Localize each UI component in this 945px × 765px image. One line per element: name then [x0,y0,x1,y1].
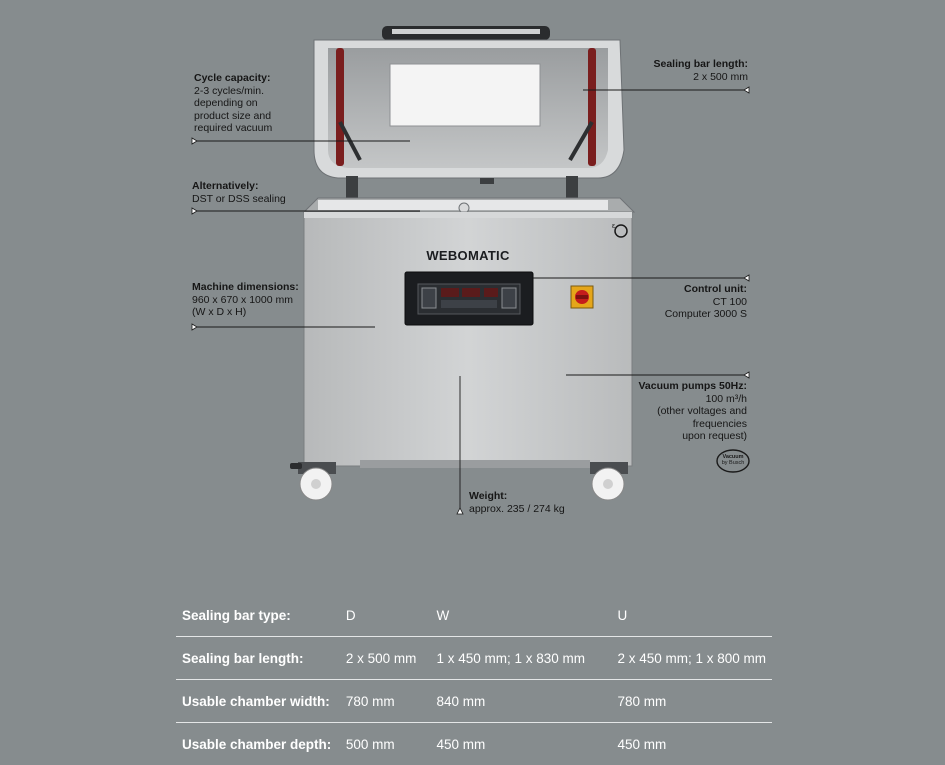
cell-u: 450 mm [611,723,772,765]
annotation-alternatively: Alternatively: DST or DSS sealing [192,180,286,205]
cell-u: U [611,594,772,637]
row-label: Sealing bar length: [176,637,340,680]
main-switch [571,286,593,308]
table-row [176,680,772,723]
cell-d: 2 x 500 mm [340,637,431,680]
row-label: Usable chamber width: [176,680,340,723]
svg-text:ε: ε [612,223,615,230]
table-row [176,594,772,637]
cell-d: 500 mm [340,723,431,765]
gasket-left [336,48,344,166]
annotation-cycle-capacity: Cycle capacity: 2-3 cycles/min. depending on product size and required vacuum [194,72,272,135]
cell-w: 840 mm [430,680,611,723]
brand-logo: WEBOMATIC [404,248,532,263]
caster-left [290,462,336,500]
gasket-right [588,48,596,166]
lid-window [390,64,540,126]
annotation-machine-dimensions: Machine dimensions: 960 x 670 x 1000 mm (W x D x H) [192,281,299,319]
table-row [176,637,772,680]
lid [314,40,624,178]
control-panel [405,272,533,325]
cell-w: W [430,594,611,637]
busch-badge-text: Vacuum by Busch [716,454,750,466]
cell-w: 1 x 450 mm; 1 x 830 mm [430,637,611,680]
row-label: Usable chamber depth: [176,723,340,765]
cell-w: 450 mm [430,723,611,765]
annotation-vacuum-pumps: Vacuum pumps 50Hz: 100 m³/h (other voltages and frequencies upon request) [638,380,747,443]
spec-table [176,594,772,765]
annotation-sealing-bar-length: Sealing bar length: 2 x 500 mm [653,58,748,83]
cell-d: 780 mm [340,680,431,723]
caster-right [590,462,628,500]
cell-u: 2 x 450 mm; 1 x 800 mm [611,637,772,680]
row-label: Sealing bar type: [176,594,340,637]
annotation-weight: Weight: approx. 235 / 274 kg [469,490,565,515]
cell-d: D [340,594,431,637]
cell-u: 780 mm [611,680,772,723]
annotation-control-unit: Control unit: CT 100 Computer 3000 S [665,283,747,321]
table-row [176,723,772,765]
